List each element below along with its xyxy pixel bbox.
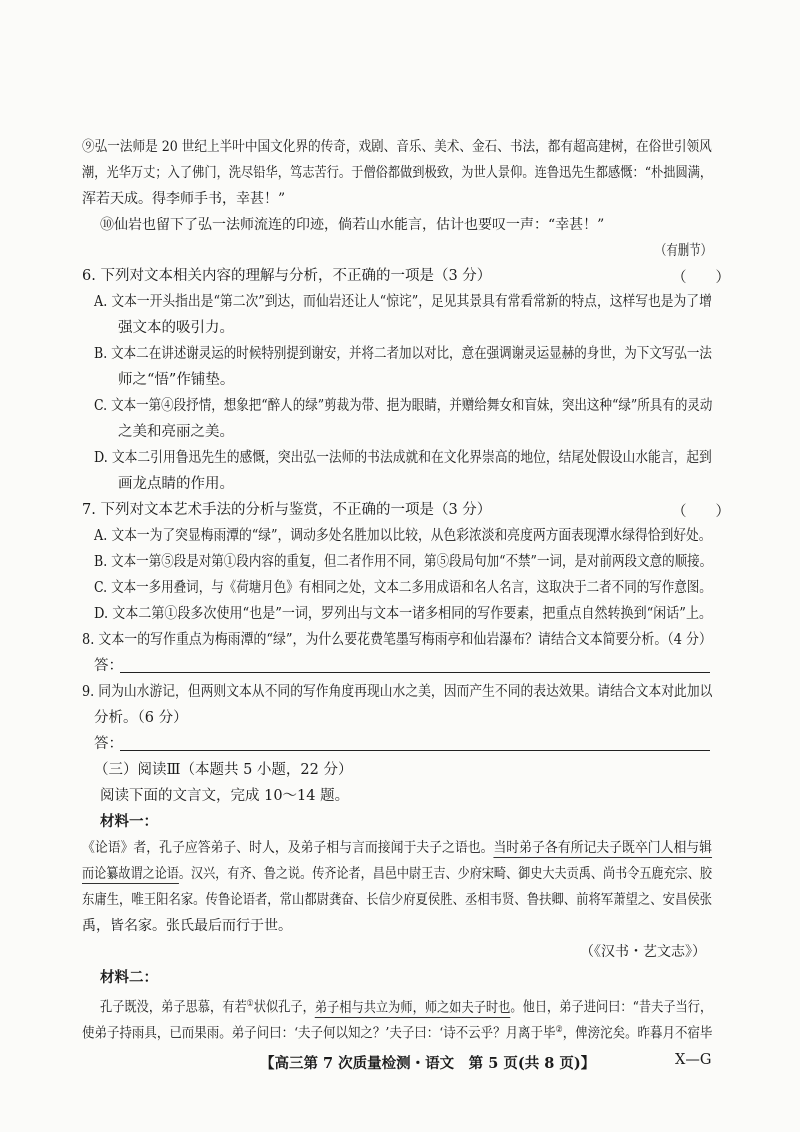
question-6-option-d-line-2: 画龙点睛的作用。 [118,476,234,492]
source-note: （有删节） [655,243,713,259]
material-2-text-b: 状似孔子， [253,999,315,1016]
section-3-instruction: 阅读下面的文言文，完成 10～14 题。 [100,788,350,804]
question-7-stem: 7. 下列对文本艺术手法的分析与鉴赏，不正确的一项是（3 分） [82,502,492,518]
question-8-answer-line[interactable] [120,672,710,673]
paper-code: X—G [675,1052,712,1068]
question-8-answer-label: 答： [94,658,123,674]
question-9-answer-line[interactable] [120,750,710,751]
material-2-line-1 [100,994,712,1018]
paragraph-10: ⑩仙岩也留下了弘一法师流连的印迹，倘若山水能言，估计也要叹一声：“幸甚！” [100,217,605,233]
footnote-marker-2: ② [555,1025,563,1035]
material-1-underlined-sentence-part-2: 而论纂故谓之论语 [82,866,179,882]
page-footer: 【高三第 7 次质量检测・语文 第 5 页(共 8 页)】 [260,1055,596,1072]
question-6-answer-parentheses: （ ） [672,270,730,286]
material-2-text-d: 使弟子持雨具，已而果雨。弟子问曰：‘夫子何以知之？’夫子曰：‘诗不云乎？月离于毕 [82,1025,556,1042]
material-1-line-3: 东庸生，唯王阳名家。传鲁论语者，常山都尉龚奋、长信少府夏侯胜、丞相韦贤、鲁扶卿、前将军萧望之、安昌侯张 [82,892,713,908]
material-2-text-c: 。他日，弟子进问曰：“昔夫子当行， [510,999,713,1016]
question-6-option-c-line-1: C. 文本一第④段抒情，想象把“醉人的绿”剪裁为带、挹为眼睛，并赠给舞女和盲妹，突出这种“绿”所具有的灵动 [94,398,713,414]
question-9-answer-label: 答： [94,736,123,752]
material-2-line-2 [82,1020,712,1044]
question-7-option-b: B. 文本一第⑤段是对第①段内容的重复，但二者作用不同，第⑤段局句加“不禁”一词，是对前两段文意的顺接。 [94,554,713,570]
material-1-line-1 [82,838,712,858]
material-2-label: 材料二： [100,969,158,986]
material-1-label: 材料一： [100,813,158,830]
material-1-line-4: 禹，皆名家。张氏最后而行于世。 [82,918,292,934]
material-2-text-e: ，俾滂沱矣。昨暮月不宿毕 [562,1025,713,1042]
question-6-option-b-line-2: 师之“悟”作铺垫。 [118,372,235,388]
material-1-line-2-text: 。汉兴，有齐、鲁之说。传齐论者，昌邑中尉王吉、少府宋畸、御史大夫贡禹、尚书令五鹿充宗、胶 [178,866,713,882]
section-3-header: （三）阅读Ⅲ（本题共 5 小题，22 分） [94,762,353,778]
question-7-option-c: C. 文本一多用叠词，与《荷塘月色》有相同之处，文本二多用成语和名人名言，这取决于二者不同的写作意图。 [94,580,712,596]
material-1-line-2 [82,864,712,884]
question-6-option-b-line-1: B. 文本二在讲述谢灵运的时候特别提到谢安，并将二者加以对比，意在强调谢灵运显赫的身世，为下文写弘一法 [94,346,712,362]
question-7-option-d: D. 文本二第①段多次使用“也是”一词，罗列出与文本一诸多相同的写作要素，把重点自然转换到“闲话”上。 [94,606,713,622]
paragraph-9-line-2: 潮，光华万丈；入了佛门，洗尽铅华，笃志苦行。于僧俗都做到极致，为世人景仰。连鲁迅先生都感慨：“朴拙圆满， [82,165,713,181]
question-9-stem-line-2: 分析。（6 分） [94,710,188,726]
question-6-option-a-line-2: 强文本的吸引力。 [118,320,234,336]
paragraph-9-line-1: ⑨弘一法师是 20 世纪上半叶中国文化界的传奇，戏剧、音乐、美术、金石、书法，都有超高建树，在俗世引领风 [82,139,712,155]
question-7-answer-parentheses: （ ） [672,504,730,520]
question-9-stem-line-1: 9. 同为山水游记，但两则文本从不同的写作角度再现山水之美，因而产生不同的表达效果。请结合文本对此加以 [82,684,713,700]
material-2-text-a: 孔子既没，弟子思慕，有若 [100,999,247,1016]
material-2-underlined-sentence: 弟子相与共立为师，师之如夫子时也 [314,999,511,1016]
question-6-stem: 6. 下列对文本相关内容的理解与分析，不正确的一项是（3 分） [82,268,492,284]
question-7-option-a: A. 文本一为了突显梅雨潭的“绿”，调动多处名胜加以比较，从色彩浓淡和亮度两方面表现潭水绿得恰到好处。 [94,528,712,544]
question-6-option-c-line-2: 之美和亮丽之美。 [118,424,234,440]
question-6-option-a-line-1: A. 文本一开头指出是“第二次”到达，而仙岩还让人“惊诧”，足见其景具有常看常新的特点，这样写也是为了增 [94,294,712,310]
material-1-source: （《汉书・艺文志》） [580,944,706,960]
material-1-underlined-sentence-part-1: 当时弟子各有所记夫子既卒门人相与辑 [493,840,713,856]
question-6-option-d-line-1: D. 文本二引用鲁迅先生的感慨，突出弘一法师的书法成就和在文化界崇高的地位，结尾处假设山水能言，起到 [94,450,712,466]
question-8-stem: 8. 文本一的写作重点为梅雨潭的“绿”，为什么要花费笔墨写梅雨亭和仙岩瀑布？请结合文本简要分析。（4 分） [82,632,712,648]
footnote-marker-1: ① [246,999,254,1009]
material-1-line-1-text: 《论语》者，孔子应答弟子、时人，及弟子相与言而接闻于夫子之语也。 [82,840,494,856]
paragraph-9-line-3: 浑若天成。得李师手书，幸甚！” [82,191,286,207]
